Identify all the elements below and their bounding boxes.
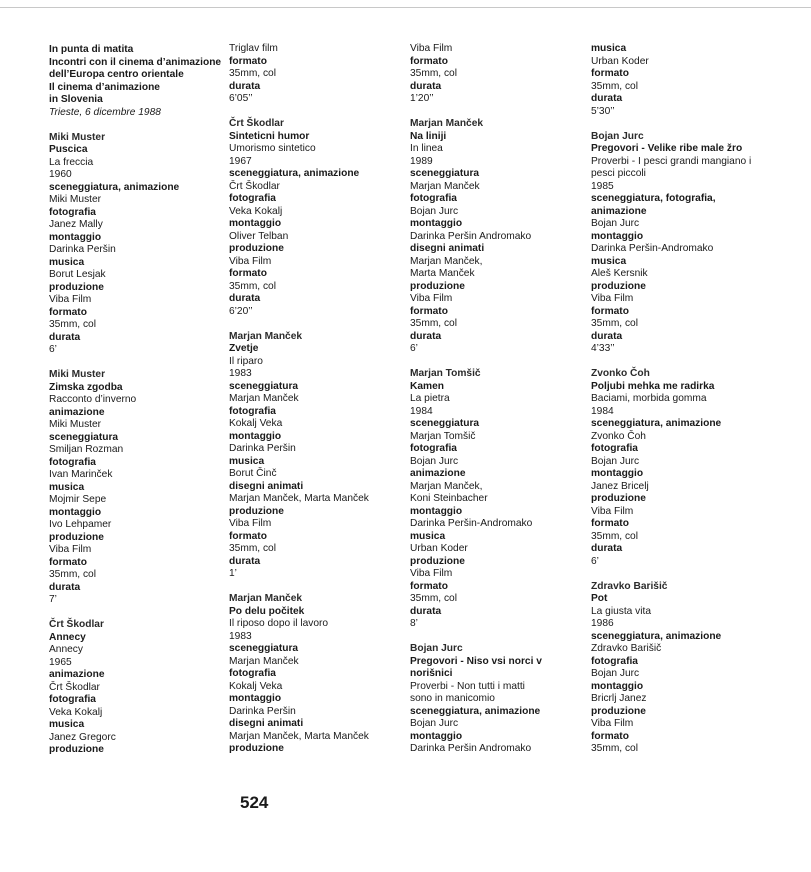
bold-label: sceneggiatura [229,380,299,392]
text-line: 35mm, col [410,68,457,79]
bold-label: musica [49,256,85,268]
text-line: 35mm, col [229,543,276,554]
director-name: Marjan Manček [410,118,484,129]
director-name: Miki Muster [49,131,106,143]
bold-label: formato [410,305,448,317]
text-line: 35mm, col [591,318,638,329]
text-line: Umorismo sintetico [229,143,316,154]
text-line: Darinka Peršin Andromako [410,743,532,754]
bold-label: sceneggiatura [49,431,119,443]
text-line: Ivo Lehpamer [49,519,112,530]
text-line: Aleš Kersnik [591,268,648,279]
text-line: Darinka Peršin-Andromako [410,518,533,529]
text-column-3 [410,43,582,756]
text-line: 8’ [410,618,418,629]
bold-label: montaggio [410,505,463,517]
bold-label: produzione [229,243,284,254]
text-line: Borut Lesjak [49,269,106,280]
bold-label: fotografia [49,206,96,218]
bold-label: produzione [591,705,646,717]
text-line: Marjan Manček, Marta Manček [229,730,369,742]
text-line: La freccia [49,156,94,168]
text-line: 35mm, col [410,593,457,604]
text-line: Viba Film [49,294,92,305]
bold-label: durata [49,331,81,343]
text-line: La giusta vita [591,605,652,617]
bold-label: produzione [591,280,646,292]
bold-label: disegni animati [229,718,304,729]
text-line: Urban Koder [591,55,649,67]
bold-label: fotografia [410,443,457,454]
text-line: sono in manicomio [410,693,495,704]
bold-label: fotografia [229,405,276,417]
text-line: Viba Film [591,718,634,729]
bold-label: montaggio [229,693,282,704]
text-line: Marjan Manček [229,655,299,667]
text-line: 6’20’’ [229,305,253,317]
text-line: Marjan Manček, [410,480,483,492]
bold-label: formato [591,68,629,79]
text-line: 1965 [49,656,72,668]
entry-spacer [229,318,401,331]
bold-label: sceneggiatura, animazione [591,630,722,642]
bold-label: produzione [229,505,284,517]
text-line: 1986 [591,618,614,629]
text-line: Kokalj Veka [229,418,283,429]
text-line: Zdravko Barišič [591,643,662,654]
bold-label: Sinteticni humor [229,130,310,142]
bold-label: fotografia [591,443,638,454]
text-line: Triglav film [229,43,278,54]
text-line: Urban Koder [410,543,468,554]
text-line: Racconto d’inverno [49,394,137,405]
text-line: 35mm, col [591,80,638,92]
italic-caption: Trieste, 6 dicembre 1988 [49,106,161,118]
bold-label: montaggio [410,218,463,229]
bold-label: formato [410,55,448,67]
text-line: Viba Film [49,544,92,555]
entry-spacer [591,568,763,581]
text-line: 6’ [591,555,599,567]
bold-label: durata [591,543,623,554]
bold-label: durata [229,80,261,92]
text-line: Bricrlj Janez [591,693,647,704]
bold-label: produzione [410,280,465,292]
bold-label: dell’Europa centro orientale [49,69,184,80]
bold-label: animazione [410,468,466,479]
text-line: Marjan Manček [229,393,299,404]
bold-label: formato [591,305,629,317]
bold-label: fotografia [410,193,457,204]
text-line: Viba Film [410,43,453,54]
bold-label: animazione [49,406,105,418]
text-line: Proverbi - Non tutti i matti [410,680,525,692]
entry-spacer [229,581,401,594]
bold-label: montaggio [591,680,644,692]
bold-label: formato [591,730,629,742]
bold-label: sceneggiatura [410,418,480,429]
text-line: 7’ [49,594,57,605]
bold-label: fotografia [49,694,96,705]
text-line: 35mm, col [49,569,96,580]
text-column-2 [229,43,401,756]
bold-label: formato [591,518,629,529]
bold-label: Pregovori - Velike ribe male žro [591,143,743,154]
text-line: Miki Muster [49,194,102,205]
text-line: Marjan Manček [410,180,480,192]
text-line: Viba Film [410,293,453,304]
bold-label: Pot [591,593,608,604]
text-line: Ivan Marinček [49,469,113,480]
text-line: Marjan Tomšič [410,430,476,442]
text-line: 35mm, col [591,530,638,542]
bold-label: produzione [49,281,104,293]
bold-label: produzione [229,743,284,754]
bold-label: Il cinema d’animazione [49,81,160,93]
entry-spacer [410,631,582,644]
text-line: Borut Činč [229,468,277,479]
director-name: Bojan Jurc [410,643,463,654]
text-line: 1960 [49,169,72,180]
bold-label: norišnici [410,668,453,679]
entry-spacer [591,118,763,131]
text-line: Viba Film [410,568,453,579]
bold-label: montaggio [591,468,644,479]
text-line: Bojan Jurc [591,218,640,229]
text-line: Bojan Jurc [410,455,459,467]
bold-label: sceneggiatura, fotografia, [591,193,716,204]
bold-label: durata [229,555,261,567]
entry-spacer [49,607,221,620]
text-line: Darinka Peršin Andromako [410,230,532,242]
bold-label: durata [229,293,261,304]
text-line: 1984 [410,405,433,417]
bold-label: durata [49,581,81,593]
bold-label: produzione [410,555,465,567]
text-line: 1967 [229,155,252,167]
text-line: Il riparo [229,355,263,367]
text-line: Mojmir Sepe [49,494,107,505]
text-line: 1989 [410,155,433,167]
bold-label: musica [49,481,85,493]
entry-spacer [49,357,221,370]
text-line: Bojan Jurc [410,205,459,217]
bold-label: fotografia [49,456,96,468]
bold-label: sceneggiatura, animazione [410,705,541,717]
director-name: Črt Škodlar [49,619,104,630]
bold-label: formato [49,556,87,568]
bold-label: produzione [49,531,104,543]
top-rule [0,7,811,8]
bold-label: disegni animati [229,480,304,492]
bold-label: sceneggiatura [410,168,480,179]
bold-label: formato [410,580,448,592]
text-line: 6’ [49,344,57,355]
text-line: Viba Film [229,255,272,267]
bold-label: formato [229,530,267,542]
bold-label: durata [410,330,442,342]
entry-spacer [591,356,763,369]
director-name: Marjan Manček [229,330,303,342]
text-line: 1’20’’ [410,93,434,104]
bold-label: montaggio [49,506,102,518]
bold-label: animazione [591,205,647,217]
bold-label: sceneggiatura, animazione [229,168,360,179]
text-line: 1983 [229,368,252,379]
bold-label: musica [591,255,627,267]
bold-label: musica [410,530,446,542]
text-line: Bojan Jurc [410,718,459,729]
bold-label: animazione [49,669,105,680]
text-line: Marjan Manček, Marta Manček [229,493,369,504]
text-line: Črt Škodlar [49,681,100,693]
text-line: Smiljan Rozman [49,444,124,455]
bold-label: fotografia [229,193,276,204]
text-line: Proverbi - I pesci grandi mangiano i [591,155,752,167]
entry-spacer [410,356,582,369]
bold-label: montaggio [410,730,463,742]
text-line: 35mm, col [591,743,638,754]
text-column-4 [591,43,763,756]
text-line: Bojan Jurc [591,455,640,467]
bold-label: Zimska zgodba [49,381,123,393]
text-line: Marjan Manček, [410,255,483,267]
bold-label: formato [229,268,267,279]
bold-label: Zvetje [229,343,259,354]
director-name: Zvonko Čoh [591,368,650,379]
text-line: Darinka Peršin-Andromako [591,243,714,254]
entry-spacer [410,106,582,119]
text-line: Janez Gregorc [49,731,116,743]
bold-label: musica [49,719,85,730]
text-line: Viba Film [591,293,634,304]
text-line: In linea [410,143,443,154]
text-line: 4’33’’ [591,343,615,354]
text-line: Darinka Peršin [229,705,296,717]
director-name: Bojan Jurc [591,130,644,142]
bold-label: montaggio [591,230,644,242]
text-line: pesci piccoli [591,168,646,179]
text-line: 6’ [410,343,418,354]
text-line: 1984 [591,405,614,417]
bold-label: durata [591,330,623,342]
bold-label: montaggio [229,218,282,229]
text-line: 1983 [229,630,252,642]
text-line: Janez Mally [49,219,103,230]
text-line: 35mm, col [49,319,96,330]
bold-label: In punta di matita [49,44,134,55]
text-line: Darinka Peršin [229,443,296,454]
bold-label: formato [49,306,87,318]
director-name: Zdravko Barišič [591,580,668,592]
page-number: 524 [240,793,269,812]
bold-label: formato [229,55,267,67]
text-line: 35mm, col [229,68,276,79]
bold-label: in Slovenia [49,94,103,105]
bold-label: fotografia [229,668,276,679]
text-line: Oliver Telban [229,230,289,242]
bold-label: produzione [49,744,104,755]
bold-label: Poljubi mehka me radirka [591,380,715,392]
director-name: Marjan Manček [229,593,303,604]
text-line: Koni Steinbacher [410,493,488,504]
bold-label: montaggio [229,430,282,442]
bold-label: durata [410,80,442,92]
bold-label: musica [229,455,265,467]
entry-spacer [229,106,401,119]
bold-label: Kamen [410,380,444,392]
bold-label: musica [591,43,627,54]
text-line: Viba Film [229,518,272,529]
text-line: 1985 [591,180,614,192]
bold-label: Na liniji [410,130,447,142]
director-name: Črt Škodlar [229,118,284,129]
text-line: Zvonko Čoh [591,430,646,442]
text-line: Kokalj Veka [229,680,283,692]
bold-label: sceneggiatura, animazione [49,181,180,193]
director-name: Miki Muster [49,369,106,380]
text-line: Marta Manček [410,268,475,279]
bold-label: Po delu počitek [229,605,305,617]
text-line: 1’ [229,568,237,579]
text-line: 35mm, col [229,280,276,292]
text-line: Darinka Peršin [49,244,116,255]
text-line: 5’30’’ [591,105,615,117]
bold-label: durata [591,93,623,104]
bold-label: disegni animati [410,243,485,254]
director-name: Marjan Tomšič [410,368,481,379]
text-line: 6’05’’ [229,93,253,104]
bold-label: Pregovori - Niso vsi norci v [410,655,542,667]
bold-label: fotografia [591,655,638,667]
text-line: Miki Muster [49,419,102,430]
bold-label: produzione [591,493,646,504]
text-line: Bojan Jurc [591,668,640,679]
bold-label: sceneggiatura, animazione [591,418,722,429]
text-line: 35mm, col [410,318,457,329]
text-line: Veka Kokalj [49,706,103,718]
entry-spacer [49,119,221,132]
text-line: Baciami, morbida gomma [591,393,707,404]
bold-label: Incontri con il cinema d’animazione [49,56,222,68]
text-line: Črt Škodlar [229,180,280,192]
text-column-1 [49,44,221,757]
bold-label: Puscica [49,144,88,155]
text-line: Janez Bricelj [591,480,649,492]
bold-label: montaggio [49,231,102,243]
bold-label: sceneggiatura [229,643,299,654]
bold-label: Annecy [49,631,86,643]
text-line: Annecy [49,644,83,655]
text-line: Veka Kokalj [229,205,283,217]
text-line: La pietra [410,393,450,404]
bold-label: durata [410,605,442,617]
text-line: Il riposo dopo il lavoro [229,618,329,629]
text-line: Viba Film [591,505,634,517]
